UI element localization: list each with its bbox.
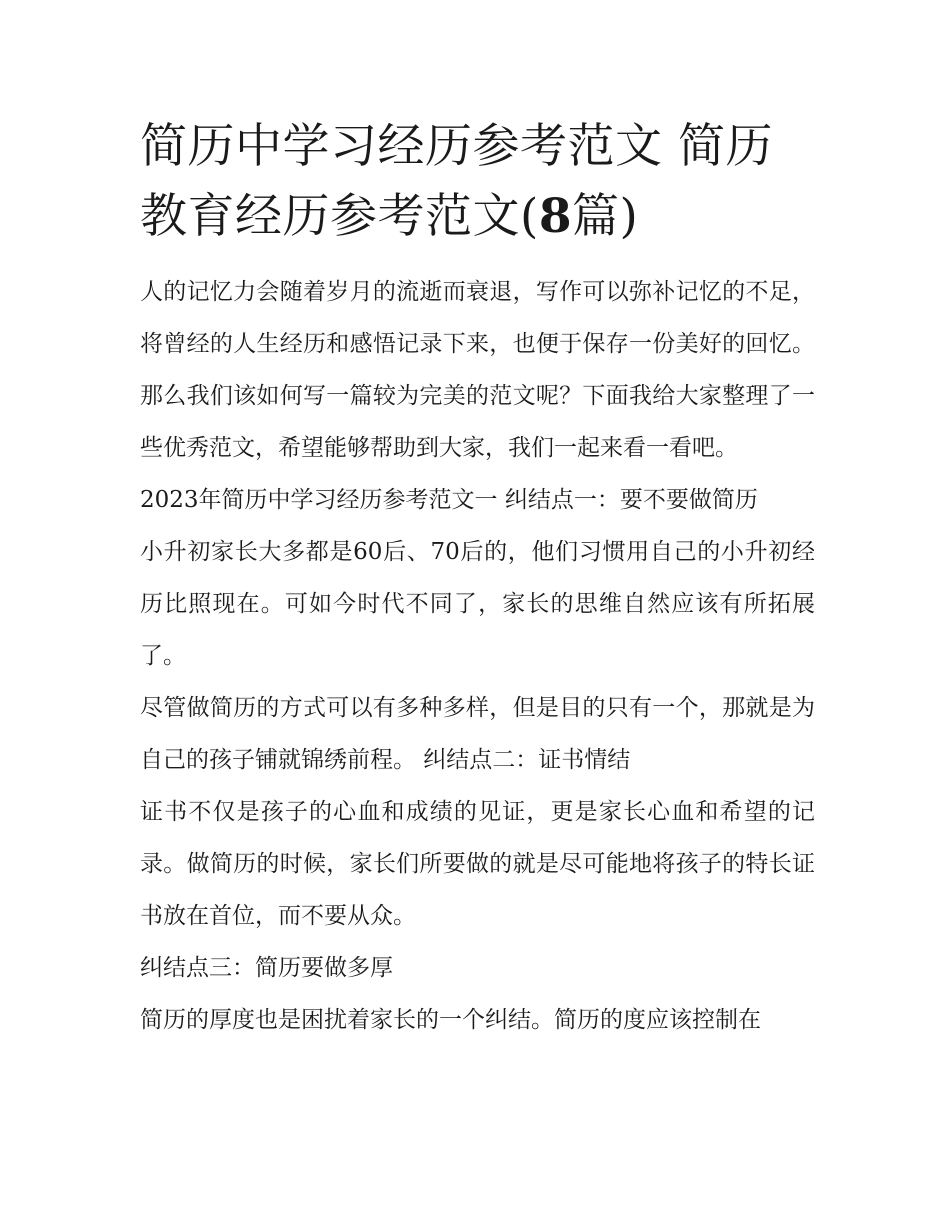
- title-text: 简历中学习经历参考范文 简历教育经历参考范文(: [140, 119, 773, 244]
- title-count: 8: [538, 189, 573, 244]
- title-suffix: 篇): [572, 189, 639, 244]
- body-paragraph: 尽管做简历的方式可以有多种多样，但是目的只有一个，那就是为自己的孩子铺就锦绣前程。 纠结点二：证书情结: [140, 695, 815, 773]
- section-heading-three: 纠结点三：简历要做多厚: [140, 955, 393, 981]
- document-page: [140, 112, 815, 1046]
- document-body: [140, 266, 815, 1046]
- section-heading-one: 2023年简历中学习经历参考范文一 纠结点一：要不要做简历: [140, 487, 758, 513]
- intro-paragraph: 人的记忆力会随着岁月的流逝而衰退，写作可以弥补记忆的不足，将曾经的人生经历和感悟记录下来，也便于保存一份美好的回忆。那么我们该如何写一篇较为完美的范文呢？下面我给大家整理了一些优秀范文，希望能够帮助到大家，我们一起来看一看吧。: [140, 279, 815, 461]
- body-paragraph: 证书不仅是孩子的心血和成绩的见证，更是家长心血和希望的记录。做简历的时候，家长们所要做的就是尽可能地将孩子的特长证书放在首位，而不要从众。: [140, 799, 815, 929]
- document-title: [140, 112, 815, 252]
- body-paragraph: 简历的厚度也是困扰着家长的一个纠结。简历的度应该控制在: [140, 1007, 761, 1033]
- body-paragraph: 小升初家长大多都是60后、70后的，他们习惯用自己的小升初经历比照现在。可如今时代不同了，家长的思维自然应该有所拓展了。: [140, 539, 815, 669]
